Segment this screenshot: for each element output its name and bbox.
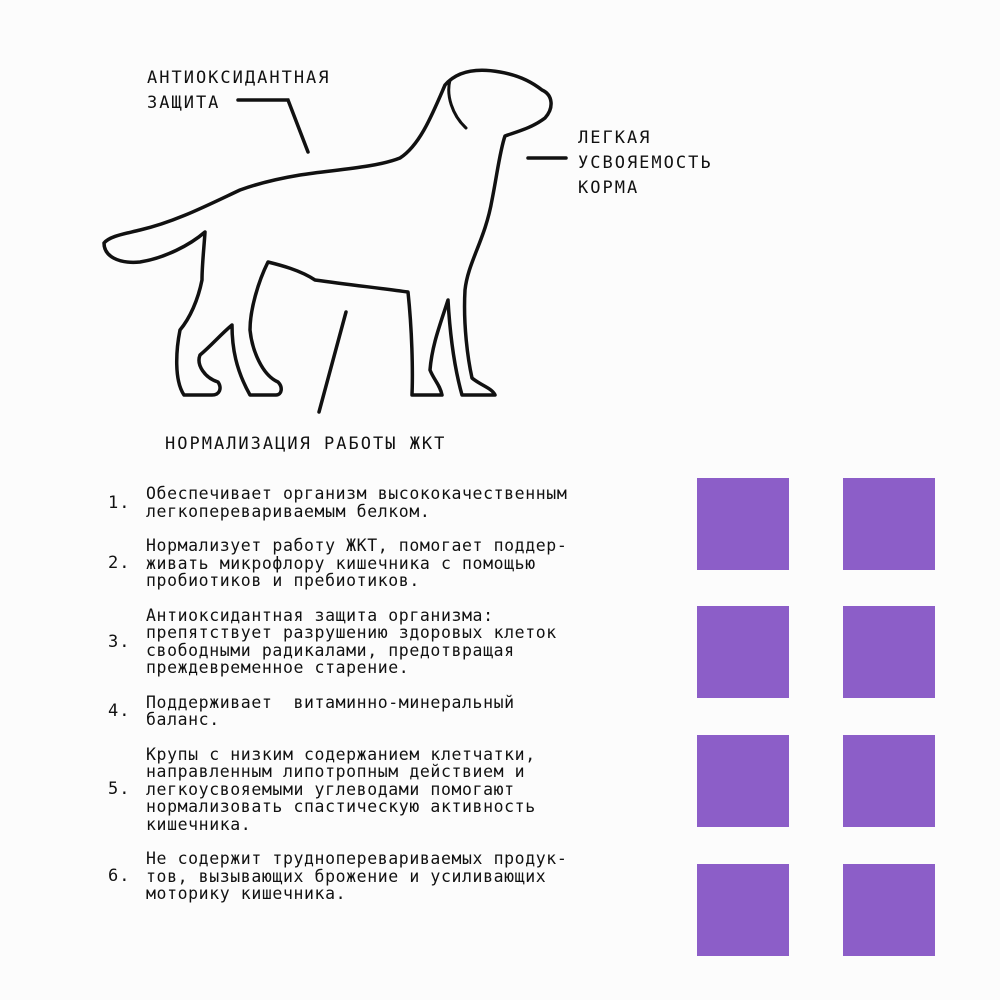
item-text: Не содержит трудноперевариваемых продук- тов, вызывающих брожение и усиливающих моторику кишечника. [146, 849, 568, 903]
gut-leader-line [319, 312, 346, 412]
item-number: 1. [108, 492, 131, 513]
item-number: 6. [108, 866, 131, 887]
item-text: Нормализует работу ЖКТ, помогает поддер- живать микрофлору кишечника с помощью пробиотиков и пребиотиков. [146, 536, 568, 590]
item-text: Антиоксидантная защита организма: препятствует разрушению здоровых клеток свободными радикалами, предотвращая преждевременное старение. [146, 605, 557, 677]
list-item [108, 485, 668, 520]
accent-square [697, 606, 789, 698]
accent-square [843, 735, 935, 827]
callout-antioxidant: АНТИОКСИДАНТНАЯ ЗАЩИТА [147, 68, 331, 113]
dog-silhouette-icon [104, 70, 551, 395]
item-text: Крупы с низким содержанием клетчатки, направленным липотропным действием и легкоусвояемыми углеводами помогают нормализовать спастическую активность кишечника. [146, 744, 536, 834]
accent-square-grid [697, 478, 937, 958]
item-number: 4. [108, 701, 131, 721]
accent-square [843, 478, 935, 570]
callout-gut: НОРМАЛИЗАЦИЯ РАБОТЫ ЖКТ [165, 434, 447, 454]
list-item [108, 850, 668, 903]
accent-square [843, 606, 935, 698]
accent-square [843, 864, 935, 956]
list-item [108, 694, 668, 729]
accent-square [697, 735, 789, 827]
accent-square [697, 864, 789, 956]
list-item [108, 746, 668, 834]
item-number: 5. [108, 779, 131, 800]
item-number: 2. [108, 553, 131, 574]
item-number: 3. [108, 631, 131, 652]
item-text: Обеспечивает организм высококачественным легкоперевариваемым белком. [146, 484, 568, 521]
callout-leader-lines [238, 100, 566, 412]
callout-digestibility: ЛЕГКАЯ УСВОЯЕМОСТЬ КОРМА [578, 128, 713, 198]
accent-square [697, 478, 789, 570]
list-item [108, 607, 668, 677]
item-text: Поддерживает витаминно-минеральный баланс. [146, 692, 515, 729]
list-item [108, 537, 668, 590]
benefit-list [108, 485, 668, 903]
